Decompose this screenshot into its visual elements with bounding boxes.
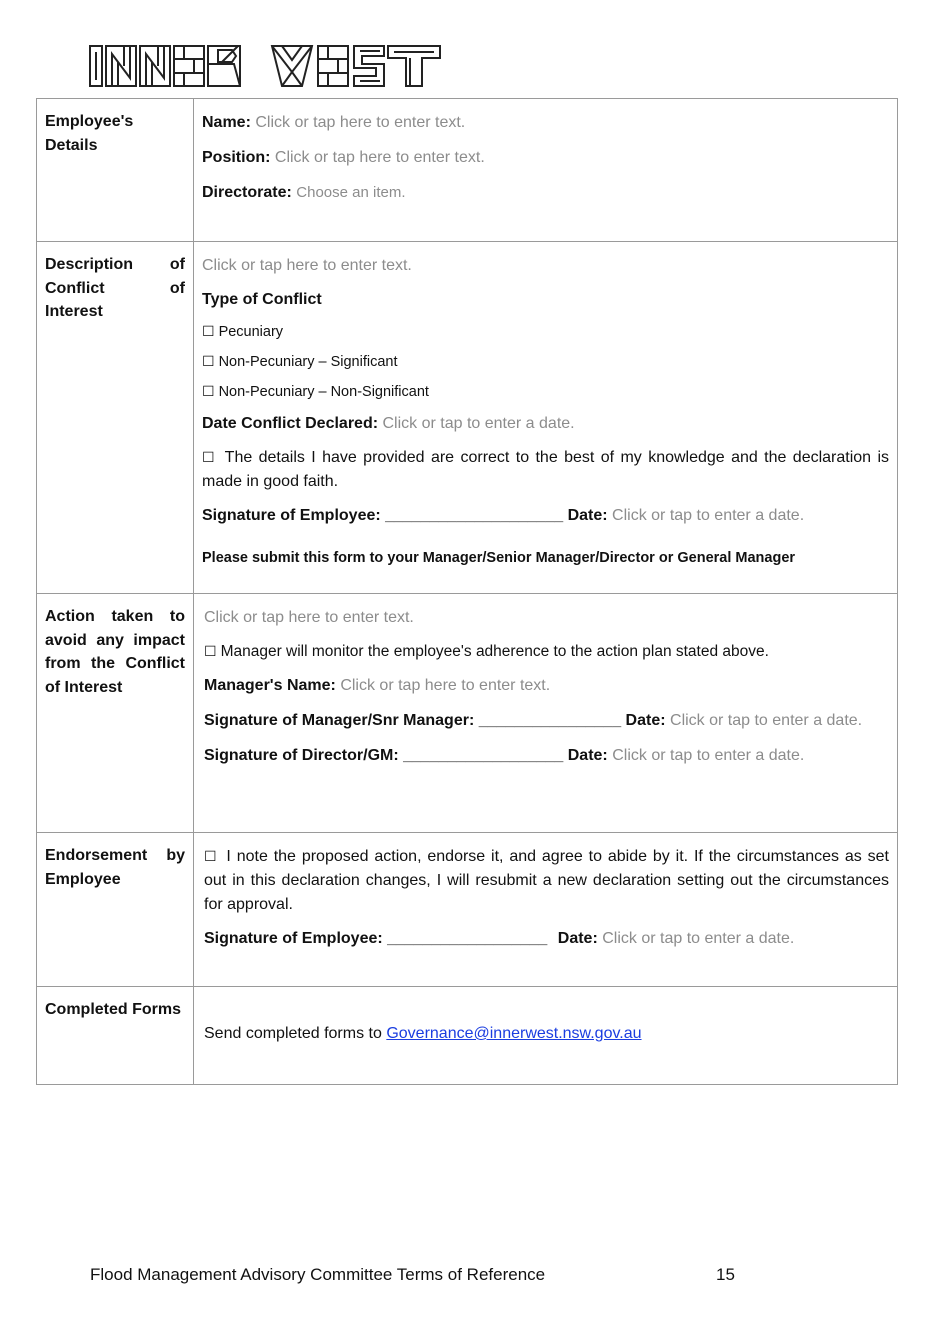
option-non-pecuniary-non-significant[interactable]: ☐ Non-Pecuniary – Non-Significant (202, 384, 429, 400)
checkbox-icon[interactable]: ☐ (202, 384, 215, 400)
manager-name-label: Manager's Name: (204, 677, 336, 694)
checkbox-icon[interactable]: ☐ (202, 324, 215, 340)
endorse-checkbox[interactable]: ☐ (204, 849, 217, 865)
footer-page-number: 15 (716, 1265, 735, 1284)
conflict-description-field[interactable]: Click or tap here to enter text. (202, 257, 412, 274)
employee-details-row (37, 99, 898, 242)
date-declared-field[interactable]: Click or tap to enter a date. (382, 415, 575, 432)
endorsement-date-label: Date: (557, 930, 598, 947)
director-date-label: Date: (567, 747, 608, 764)
send-forms-text: Send completed forms to (204, 1025, 382, 1042)
type-of-conflict-heading: Type of Conflict (202, 291, 322, 308)
monitor-checkbox[interactable]: ☐ (204, 644, 217, 660)
footer-document-title: Flood Management Advisory Committee Terms of Reference (90, 1265, 546, 1284)
manager-date-field[interactable]: Click or tap to enter a date. (670, 712, 863, 729)
checkbox-icon[interactable]: ☐ (202, 354, 215, 370)
endorsement-label: Endorsement by Employee (45, 847, 185, 888)
manager-name-field[interactable]: Click or tap here to enter text. (340, 677, 551, 694)
action-taken-label: Action taken to avoid any impact from the Conflict of Interest (45, 608, 185, 696)
date-declared-label: Date Conflict Declared: (202, 415, 379, 432)
declaration-statement: ☐ The details I have provided are correct to the best of my knowledge and the declaration is made in good faith. (202, 449, 890, 490)
inner-west-logo (88, 42, 444, 90)
action-taken-row (37, 594, 898, 833)
name-label: Name: (202, 114, 251, 131)
option-pecuniary[interactable]: ☐ Pecuniary (202, 324, 284, 340)
endorsement-date-field[interactable]: Click or tap to enter a date. (602, 930, 795, 947)
position-label: Position: (202, 149, 271, 166)
position-field[interactable]: Click or tap here to enter text. (274, 149, 485, 166)
option-non-pecuniary-significant[interactable]: ☐ Non-Pecuniary – Significant (202, 354, 398, 370)
directorate-dropdown[interactable]: Choose an item. (296, 184, 406, 201)
director-date-field[interactable]: Click or tap to enter a date. (612, 747, 805, 764)
manager-signature-label: Signature of Manager/Snr Manager: ________________ (204, 712, 622, 729)
completed-forms-row (37, 987, 898, 1085)
declaration-checkbox[interactable]: ☐ (202, 450, 215, 466)
endorsement-statement: ☐ I note the proposed action, endorse it, and agree to abide by it. If the circumstances as set out in this declaration changes, I will resubmit a new declaration setting out the circumstances for approval. (204, 848, 889, 913)
employee-details-label: Employee's Details (45, 113, 134, 154)
completed-forms-label: Completed Forms (45, 1001, 182, 1018)
employee-signature-label: Signature of Employee: ____________________ (202, 507, 564, 524)
signature-date-field[interactable]: Click or tap to enter a date. (612, 507, 805, 524)
signature-date-label: Date: (567, 507, 608, 524)
director-signature-label: Signature of Director/GM: __________________ (204, 747, 564, 764)
submit-instruction: Please submit this form to your Manager/Senior Manager/Director or General Manager (202, 550, 796, 566)
directorate-label: Directorate: (202, 184, 292, 201)
governance-email-link[interactable]: Governance@innerwest.nsw.gov.au (386, 1025, 642, 1042)
name-field[interactable]: Click or tap here to enter text. (255, 114, 466, 131)
endorsement-row (37, 833, 898, 987)
conflict-description-row (37, 242, 898, 594)
manager-date-label: Date: (625, 712, 666, 729)
conflict-of-interest-form (36, 98, 898, 1085)
endorsement-signature-label: Signature of Employee: __________________ (204, 930, 548, 947)
action-taken-field[interactable]: Click or tap here to enter text. (204, 609, 414, 626)
conflict-description-label: Description of Conflict of Interest (45, 256, 185, 320)
manager-monitor-option: ☐ Manager will monitor the employee's adherence to the action plan stated above. (204, 643, 769, 660)
